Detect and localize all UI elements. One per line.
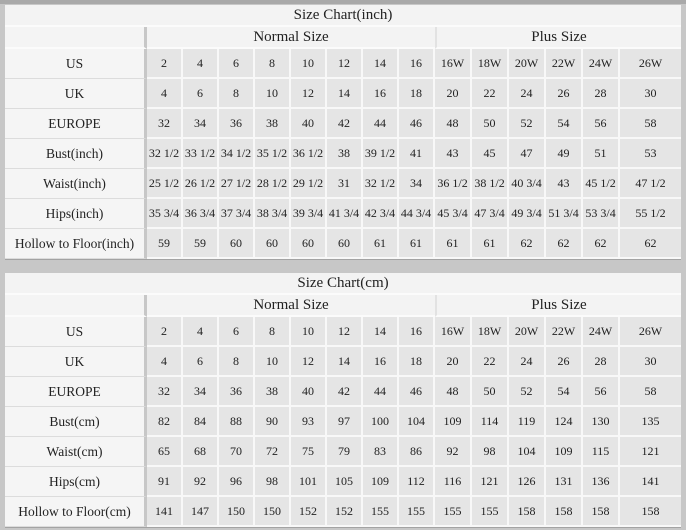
size-cell: 88	[219, 407, 255, 437]
size-cell: 6	[219, 49, 255, 79]
size-cell: 8	[255, 317, 291, 347]
size-cell: 119	[509, 407, 546, 437]
size-cell: 135	[620, 407, 681, 437]
size-cell: 16W	[435, 317, 472, 347]
size-cell: 36	[219, 109, 255, 139]
size-cell: 46	[399, 377, 435, 407]
size-cell: 12	[291, 347, 327, 377]
size-cell: 70	[219, 437, 255, 467]
size-cell: 12	[327, 317, 363, 347]
table-row	[5, 497, 681, 527]
size-cell: 61	[399, 229, 435, 259]
size-cell: 65	[147, 437, 183, 467]
size-cell: 47 3/4	[472, 199, 509, 229]
size-cell: 52	[509, 377, 546, 407]
size-cell: 56	[583, 109, 620, 139]
size-cell: 33 1/2	[183, 139, 219, 169]
size-cell: 58	[620, 109, 681, 139]
table-row	[5, 229, 681, 259]
size-cell: 38	[327, 139, 363, 169]
size-cell: 49 3/4	[509, 199, 546, 229]
size-cell: 32 1/2	[363, 169, 399, 199]
size-cell: 152	[327, 497, 363, 527]
size-cell: 155	[399, 497, 435, 527]
size-cell: 44 3/4	[399, 199, 435, 229]
size-cell: 92	[435, 437, 472, 467]
size-cell: 72	[255, 437, 291, 467]
size-cell: 141	[620, 467, 681, 497]
size-cell: 97	[327, 407, 363, 437]
table-row	[5, 347, 681, 377]
size-cell: 98	[255, 467, 291, 497]
size-cell: 6	[183, 79, 219, 109]
size-cell: 48	[435, 109, 472, 139]
group-header-plus-size: Plus Size	[435, 295, 681, 317]
size-cell: 24W	[583, 317, 620, 347]
size-cell: 54	[546, 109, 583, 139]
size-cell: 32	[147, 377, 183, 407]
size-cell: 131	[546, 467, 583, 497]
table-row	[5, 49, 681, 79]
size-cell: 83	[363, 437, 399, 467]
size-chart-table-inch	[5, 5, 681, 259]
size-cell: 141	[147, 497, 183, 527]
size-cell: 6	[183, 347, 219, 377]
size-cell: 82	[147, 407, 183, 437]
size-cell: 121	[472, 467, 509, 497]
size-cell: 55 1/2	[620, 199, 681, 229]
size-cell: 14	[327, 79, 363, 109]
size-cell: 147	[183, 497, 219, 527]
table-row	[5, 317, 681, 347]
size-cell: 14	[327, 347, 363, 377]
row-label: Hollow to Floor(inch)	[5, 229, 147, 259]
row-label: Hips(cm)	[5, 467, 147, 497]
size-cell: 36	[219, 377, 255, 407]
size-cell: 116	[435, 467, 472, 497]
size-grid-cm	[5, 295, 681, 527]
size-cell: 32	[147, 109, 183, 139]
size-cell: 53	[620, 139, 681, 169]
size-cell: 42	[327, 109, 363, 139]
size-cell: 48	[435, 377, 472, 407]
size-cell: 38	[255, 109, 291, 139]
size-cell: 16	[363, 79, 399, 109]
size-cell: 155	[363, 497, 399, 527]
size-cell: 155	[472, 497, 509, 527]
size-cell: 24W	[583, 49, 620, 79]
size-cell: 158	[583, 497, 620, 527]
row-label: US	[5, 317, 147, 347]
row-label: EUROPE	[5, 377, 147, 407]
size-cell: 124	[546, 407, 583, 437]
size-cell: 40	[291, 109, 327, 139]
table-row	[5, 377, 681, 407]
size-cell: 150	[219, 497, 255, 527]
size-cell: 14	[363, 49, 399, 79]
size-cell: 35 1/2	[255, 139, 291, 169]
size-cell: 61	[363, 229, 399, 259]
size-cell: 44	[363, 109, 399, 139]
size-cell: 61	[472, 229, 509, 259]
size-cell: 22	[472, 79, 509, 109]
size-cell: 38 1/2	[472, 169, 509, 199]
size-cell: 84	[183, 407, 219, 437]
size-cell: 2	[147, 49, 183, 79]
size-cell: 18	[399, 347, 435, 377]
size-cell: 130	[583, 407, 620, 437]
size-cell: 8	[219, 347, 255, 377]
row-label: Waist(cm)	[5, 437, 147, 467]
group-header-normal-size: Normal Size	[147, 295, 435, 317]
size-cell: 42 3/4	[363, 199, 399, 229]
size-cell: 121	[620, 437, 681, 467]
group-header-row	[5, 295, 681, 317]
size-cell: 93	[291, 407, 327, 437]
table-row	[5, 169, 681, 199]
size-cell: 12	[327, 49, 363, 79]
size-cell: 16	[363, 347, 399, 377]
size-cell: 90	[255, 407, 291, 437]
row-label: EUROPE	[5, 109, 147, 139]
corner-cell	[5, 27, 147, 49]
size-cell: 62	[546, 229, 583, 259]
size-cell: 45	[472, 139, 509, 169]
row-label: Bust(cm)	[5, 407, 147, 437]
size-cell: 18W	[472, 317, 509, 347]
size-cell: 10	[255, 347, 291, 377]
size-cell: 62	[620, 229, 681, 259]
size-cell: 16W	[435, 49, 472, 79]
table-row	[5, 437, 681, 467]
size-cell: 4	[183, 49, 219, 79]
size-cell: 35 3/4	[147, 199, 183, 229]
size-cell: 58	[620, 377, 681, 407]
size-cell: 10	[291, 317, 327, 347]
size-cell: 46	[399, 109, 435, 139]
size-cell: 101	[291, 467, 327, 497]
size-cell: 61	[435, 229, 472, 259]
size-cell: 6	[219, 317, 255, 347]
size-cell: 30	[620, 79, 681, 109]
size-cell: 20W	[509, 317, 546, 347]
size-cell: 104	[399, 407, 435, 437]
size-cell: 62	[583, 229, 620, 259]
size-cell: 54	[546, 377, 583, 407]
size-cell: 34 1/2	[219, 139, 255, 169]
size-cell: 4	[183, 317, 219, 347]
table-row	[5, 139, 681, 169]
size-cell: 36 1/2	[435, 169, 472, 199]
size-cell: 26	[546, 347, 583, 377]
size-cell: 40	[291, 377, 327, 407]
size-cell: 44	[363, 377, 399, 407]
size-cell: 43	[546, 169, 583, 199]
size-cell: 18W	[472, 49, 509, 79]
size-cell: 27 1/2	[219, 169, 255, 199]
table-row	[5, 109, 681, 139]
size-cell: 45 1/2	[583, 169, 620, 199]
row-label: Hollow to Floor(cm)	[5, 497, 147, 527]
row-label: Waist(inch)	[5, 169, 147, 199]
size-cell: 104	[509, 437, 546, 467]
size-chart-table-cm	[5, 273, 681, 527]
size-cell: 136	[583, 467, 620, 497]
size-cell: 20W	[509, 49, 546, 79]
size-cell: 24	[509, 347, 546, 377]
size-cell: 105	[327, 467, 363, 497]
size-cell: 96	[219, 467, 255, 497]
size-cell: 16	[399, 317, 435, 347]
size-cell: 22W	[546, 317, 583, 347]
size-cell: 28	[583, 79, 620, 109]
size-cell: 4	[147, 79, 183, 109]
corner-cell	[5, 295, 147, 317]
size-cell: 34	[183, 109, 219, 139]
size-cell: 12	[291, 79, 327, 109]
table-row	[5, 467, 681, 497]
size-cell: 26W	[620, 49, 681, 79]
size-cell: 60	[219, 229, 255, 259]
size-cell: 43	[435, 139, 472, 169]
size-cell: 32 1/2	[147, 139, 183, 169]
size-cell: 45 3/4	[435, 199, 472, 229]
size-cell: 10	[291, 49, 327, 79]
size-cell: 59	[183, 229, 219, 259]
row-label: UK	[5, 79, 147, 109]
size-cell: 20	[435, 79, 472, 109]
row-label: Bust(inch)	[5, 139, 147, 169]
table-row	[5, 199, 681, 229]
size-cell: 60	[291, 229, 327, 259]
size-cell: 109	[435, 407, 472, 437]
size-cell: 112	[399, 467, 435, 497]
size-cell: 28	[583, 347, 620, 377]
row-label: UK	[5, 347, 147, 377]
size-cell: 26 1/2	[183, 169, 219, 199]
size-cell: 26	[546, 79, 583, 109]
size-cell: 51	[583, 139, 620, 169]
size-cell: 56	[583, 377, 620, 407]
size-cell: 38 3/4	[255, 199, 291, 229]
size-cell: 52	[509, 109, 546, 139]
size-cell: 100	[363, 407, 399, 437]
size-cell: 14	[363, 317, 399, 347]
size-cell: 24	[509, 79, 546, 109]
size-cell: 86	[399, 437, 435, 467]
size-cell: 59	[147, 229, 183, 259]
size-cell: 36 1/2	[291, 139, 327, 169]
size-grid-inch	[5, 27, 681, 259]
size-cell: 150	[255, 497, 291, 527]
size-cell: 98	[472, 437, 509, 467]
group-header-row	[5, 27, 681, 49]
size-cell: 20	[435, 347, 472, 377]
size-cell: 109	[546, 437, 583, 467]
row-label: Hips(inch)	[5, 199, 147, 229]
size-cell: 26W	[620, 317, 681, 347]
size-cell: 42	[327, 377, 363, 407]
size-cell: 18	[399, 79, 435, 109]
size-cell: 22	[472, 347, 509, 377]
row-label: US	[5, 49, 147, 79]
size-cell: 8	[219, 79, 255, 109]
table-row	[5, 407, 681, 437]
size-cell: 60	[255, 229, 291, 259]
size-cell: 68	[183, 437, 219, 467]
size-cell: 28 1/2	[255, 169, 291, 199]
size-cell: 40 3/4	[509, 169, 546, 199]
size-cell: 34	[183, 377, 219, 407]
size-cell: 25 1/2	[147, 169, 183, 199]
size-cell: 92	[183, 467, 219, 497]
size-cell: 109	[363, 467, 399, 497]
group-header-normal-size: Normal Size	[147, 27, 435, 49]
size-cell: 51 3/4	[546, 199, 583, 229]
size-cell: 29 1/2	[291, 169, 327, 199]
group-header-plus-size: Plus Size	[435, 27, 681, 49]
size-cell: 79	[327, 437, 363, 467]
size-cell: 4	[147, 347, 183, 377]
size-cell: 36 3/4	[183, 199, 219, 229]
size-cell: 2	[147, 317, 183, 347]
size-cell: 47	[509, 139, 546, 169]
size-cell: 155	[435, 497, 472, 527]
size-cell: 8	[255, 49, 291, 79]
size-cell: 53 3/4	[583, 199, 620, 229]
size-cell: 10	[255, 79, 291, 109]
size-cell: 62	[509, 229, 546, 259]
size-cell: 37 3/4	[219, 199, 255, 229]
size-cell: 39 3/4	[291, 199, 327, 229]
size-cell: 41 3/4	[327, 199, 363, 229]
size-cell: 41	[399, 139, 435, 169]
size-cell: 115	[583, 437, 620, 467]
size-cell: 158	[546, 497, 583, 527]
table-title-inch: Size Chart(inch)	[5, 5, 681, 27]
size-cell: 31	[327, 169, 363, 199]
size-cell: 114	[472, 407, 509, 437]
size-cell: 158	[509, 497, 546, 527]
table-title-cm: Size Chart(cm)	[5, 273, 681, 295]
size-cell: 158	[620, 497, 681, 527]
size-cell: 50	[472, 109, 509, 139]
size-cell: 47 1/2	[620, 169, 681, 199]
size-cell: 16	[399, 49, 435, 79]
size-cell: 34	[399, 169, 435, 199]
size-cell: 30	[620, 347, 681, 377]
table-row	[5, 79, 681, 109]
size-charts-container	[0, 4, 686, 527]
size-cell: 22W	[546, 49, 583, 79]
size-cell: 49	[546, 139, 583, 169]
size-cell: 91	[147, 467, 183, 497]
size-cell: 38	[255, 377, 291, 407]
size-cell: 50	[472, 377, 509, 407]
size-cell: 60	[327, 229, 363, 259]
size-cell: 39 1/2	[363, 139, 399, 169]
size-cell: 126	[509, 467, 546, 497]
size-cell: 75	[291, 437, 327, 467]
size-cell: 152	[291, 497, 327, 527]
